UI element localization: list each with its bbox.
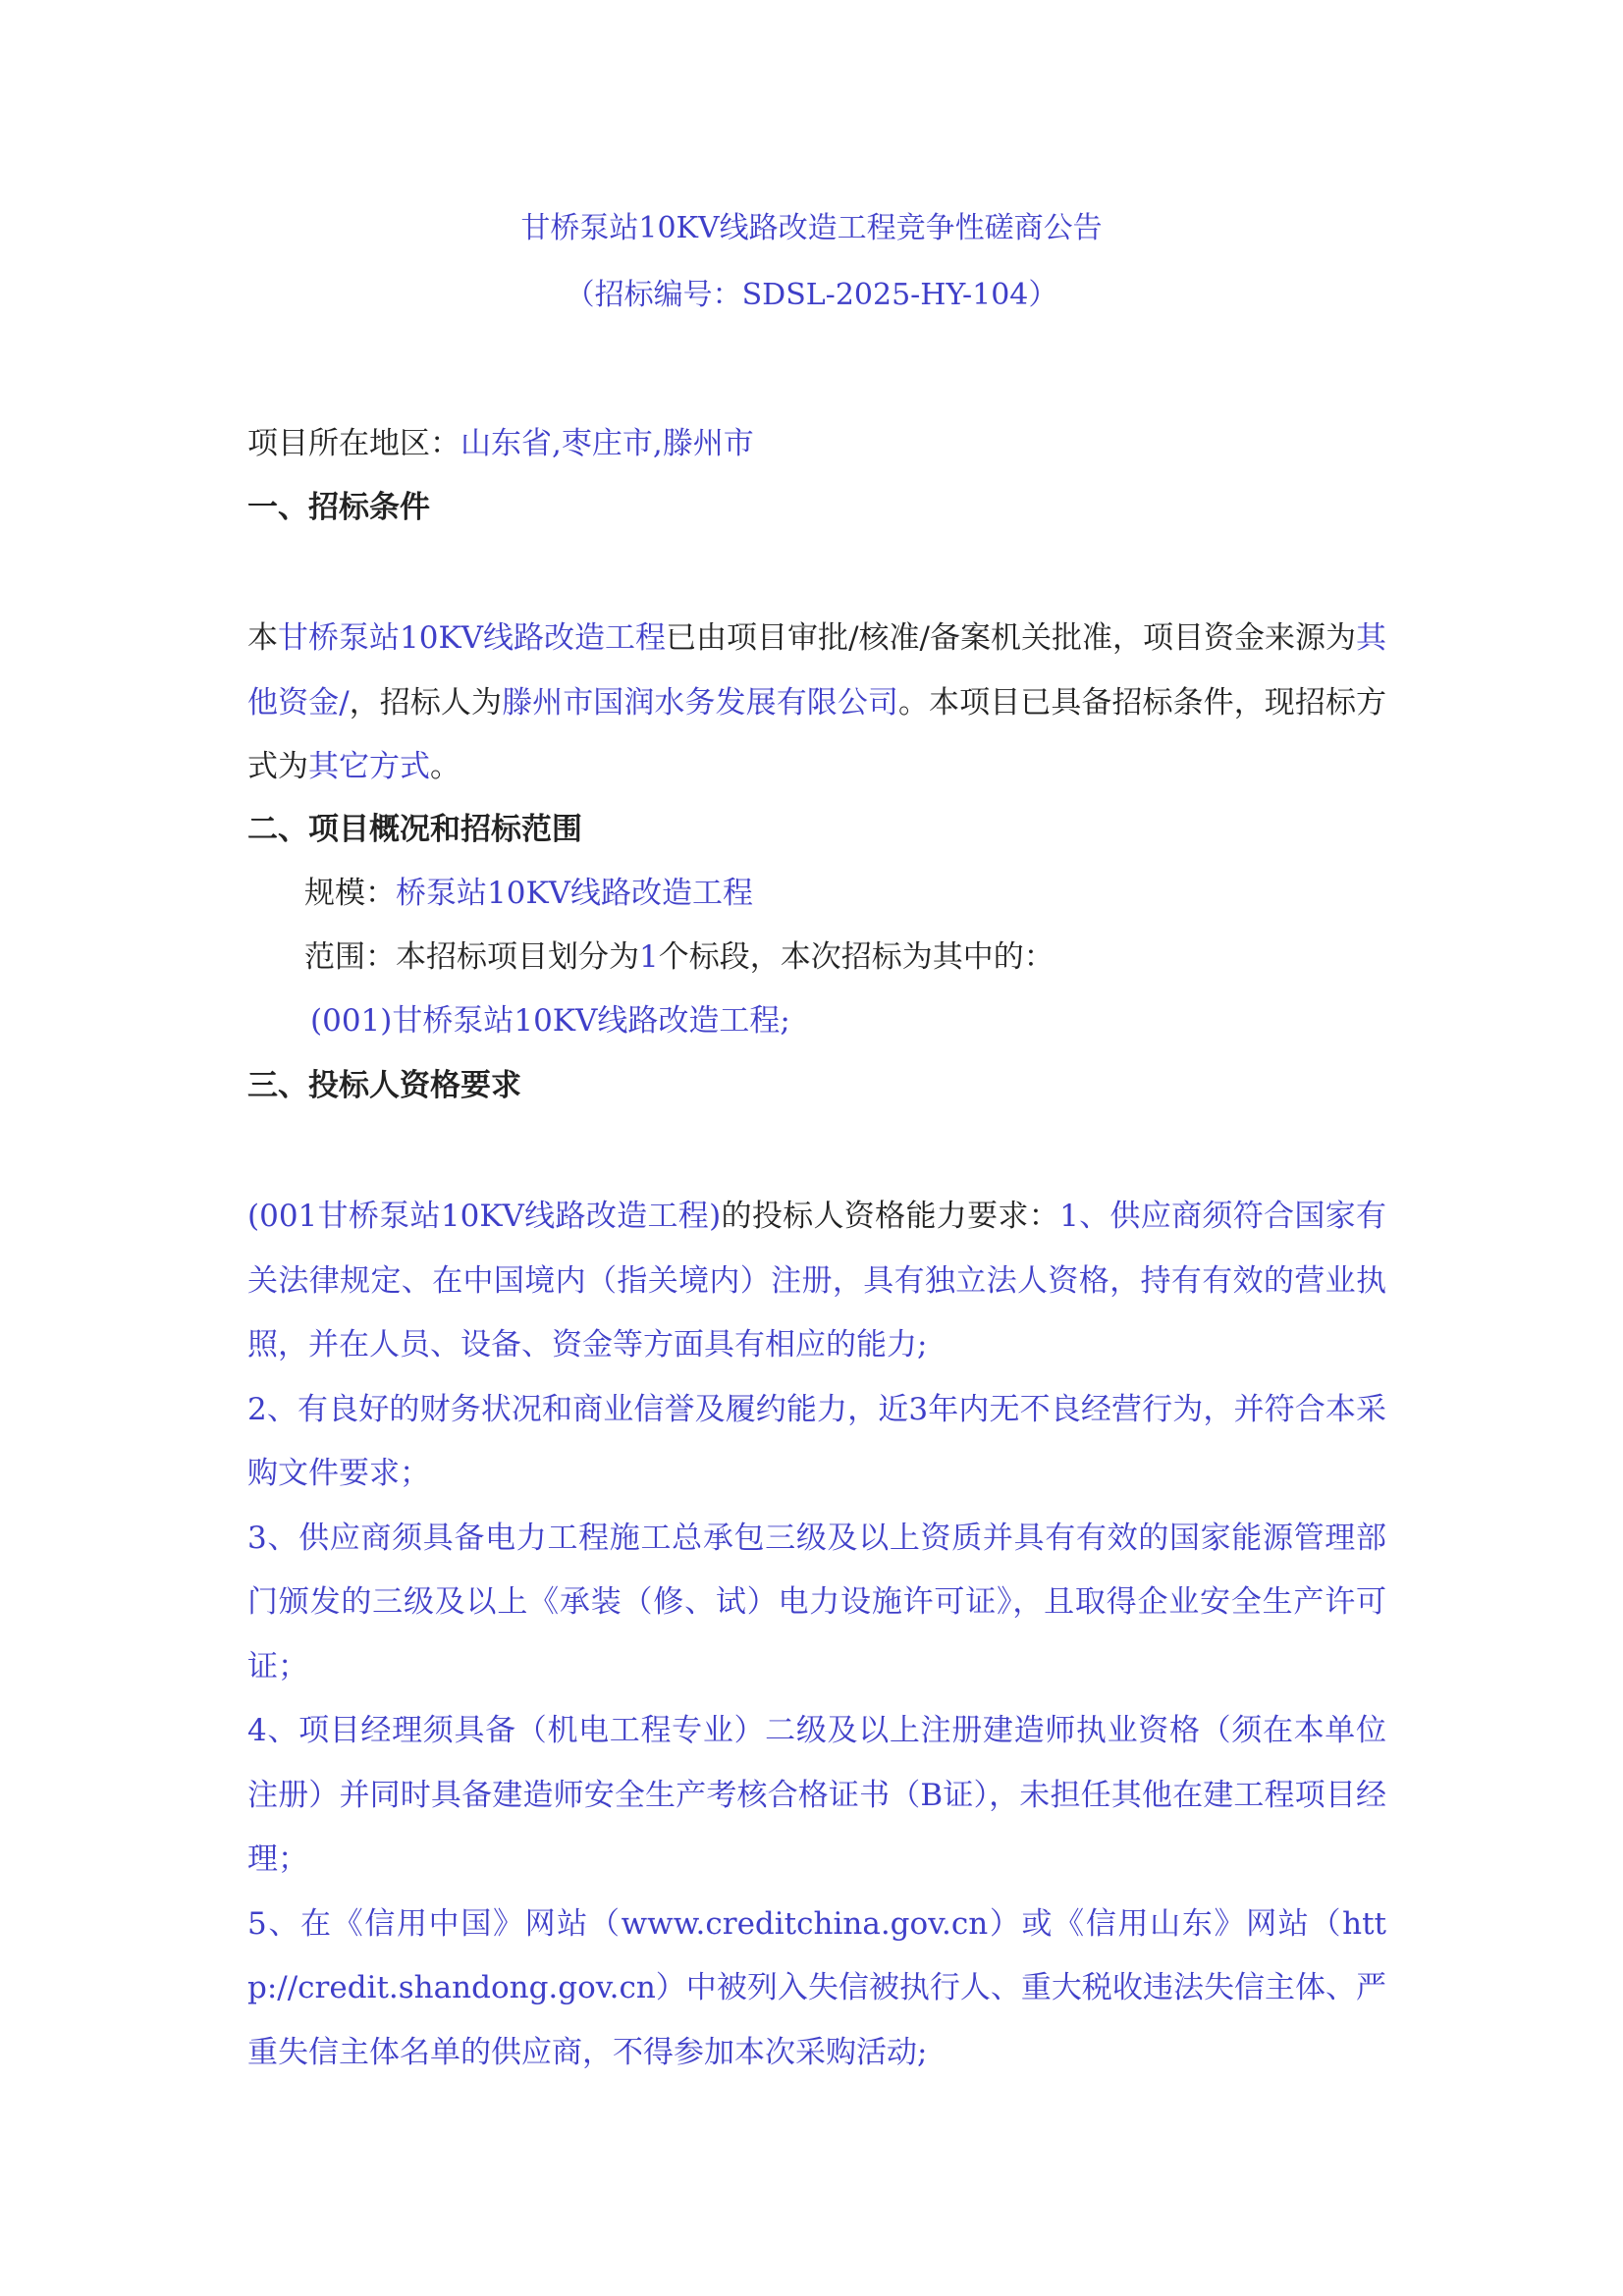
text-run: 。 xyxy=(430,749,460,784)
project-region xyxy=(247,424,1386,463)
scope-line xyxy=(304,937,1443,977)
scope-label: 范围：本招标项目划分为 xyxy=(304,939,639,975)
lot-reference: (001甘桥泵站10KV线路改造工程) xyxy=(247,1199,722,1234)
qualification-requirements xyxy=(247,1185,1386,2085)
text-run: 的投标人资格能力要求： xyxy=(721,1199,1060,1234)
section3-heading: 三、投标人资格要求 xyxy=(247,1068,521,1103)
document-title: 甘桥泵站10KV线路改造工程竞争性磋商公告 xyxy=(520,211,1103,245)
text-run: 已由项目审批/核准/备案机关批准，项目资金来源为 xyxy=(666,620,1357,656)
text-run: 本 xyxy=(247,620,279,656)
tender-method: 其它方式 xyxy=(308,749,430,784)
lot-count: 1 xyxy=(639,939,659,975)
scale-line xyxy=(304,874,1443,913)
scale-value: 桥泵站10KV线路改造工程 xyxy=(396,876,753,911)
requirement-2: 2、有良好的财务状况和商业信誉及履约能力，近3年内无不良经营行为，并符合本采购文件要求； xyxy=(247,1391,1386,1491)
section2-heading: 二、项目概况和招标范围 xyxy=(247,812,582,847)
fund-source: 其他资金/ xyxy=(247,620,1387,721)
section1-paragraph xyxy=(247,607,1386,800)
region-value: 山东省,枣庄市,滕州市 xyxy=(460,426,754,461)
requirement-5: 5、在《信用中国》网站（www.creditchina.gov.cn）或《信用山东》网站（http://credit.shandong.gov.cn）中被列入失信被执行人、重大税收违法失信主体、严重失信主体名单的供应商，不得参加本次采购活动; xyxy=(247,1905,1386,2070)
text-run: 。本项目已具备招标条件，现招标方式为 xyxy=(247,684,1387,784)
tenderer-name: 滕州市国润水务发展有限公司 xyxy=(502,684,898,721)
requirement-text: 1、供应商须符合国家有关法律规定、在中国境内（指关境内）注册，具有独立法人资格，持有有效的营业执照，并在人员、设备、资金等方面具有相应的能力; xyxy=(247,1199,1386,1362)
scale-label: 规模： xyxy=(304,876,396,911)
bid-number: （招标编号：SDSL-2025-HY-104） xyxy=(565,278,1058,312)
text-run: ，招标人为 xyxy=(349,684,503,721)
requirement-4: 4、项目经理须具备（机电工程专业）二级及以上注册建造师执业资格（须在本单位注册）并同时具备建造师安全生产考核合格证书（B证），未担任其他在建工程项目经理； xyxy=(247,1713,1386,1877)
requirement-1 xyxy=(247,1185,1386,1378)
lot-item: (001)甘桥泵站10KV线路改造工程; xyxy=(310,1003,790,1039)
requirement-3: 3、供应商须具备电力工程施工总承包三级及以上资质并具有有效的国家能源管理部门颁发的三级及以上《承装（修、试）电力设施许可证》，且取得企业安全生产许可证； xyxy=(247,1520,1386,1684)
section1-heading: 一、招标条件 xyxy=(247,490,430,525)
region-label: 项目所在地区： xyxy=(247,426,460,461)
project-name: 甘桥泵站10KV线路改造工程 xyxy=(278,620,667,656)
scope-rest: 个标段，本次招标为其中的： xyxy=(658,939,1055,975)
